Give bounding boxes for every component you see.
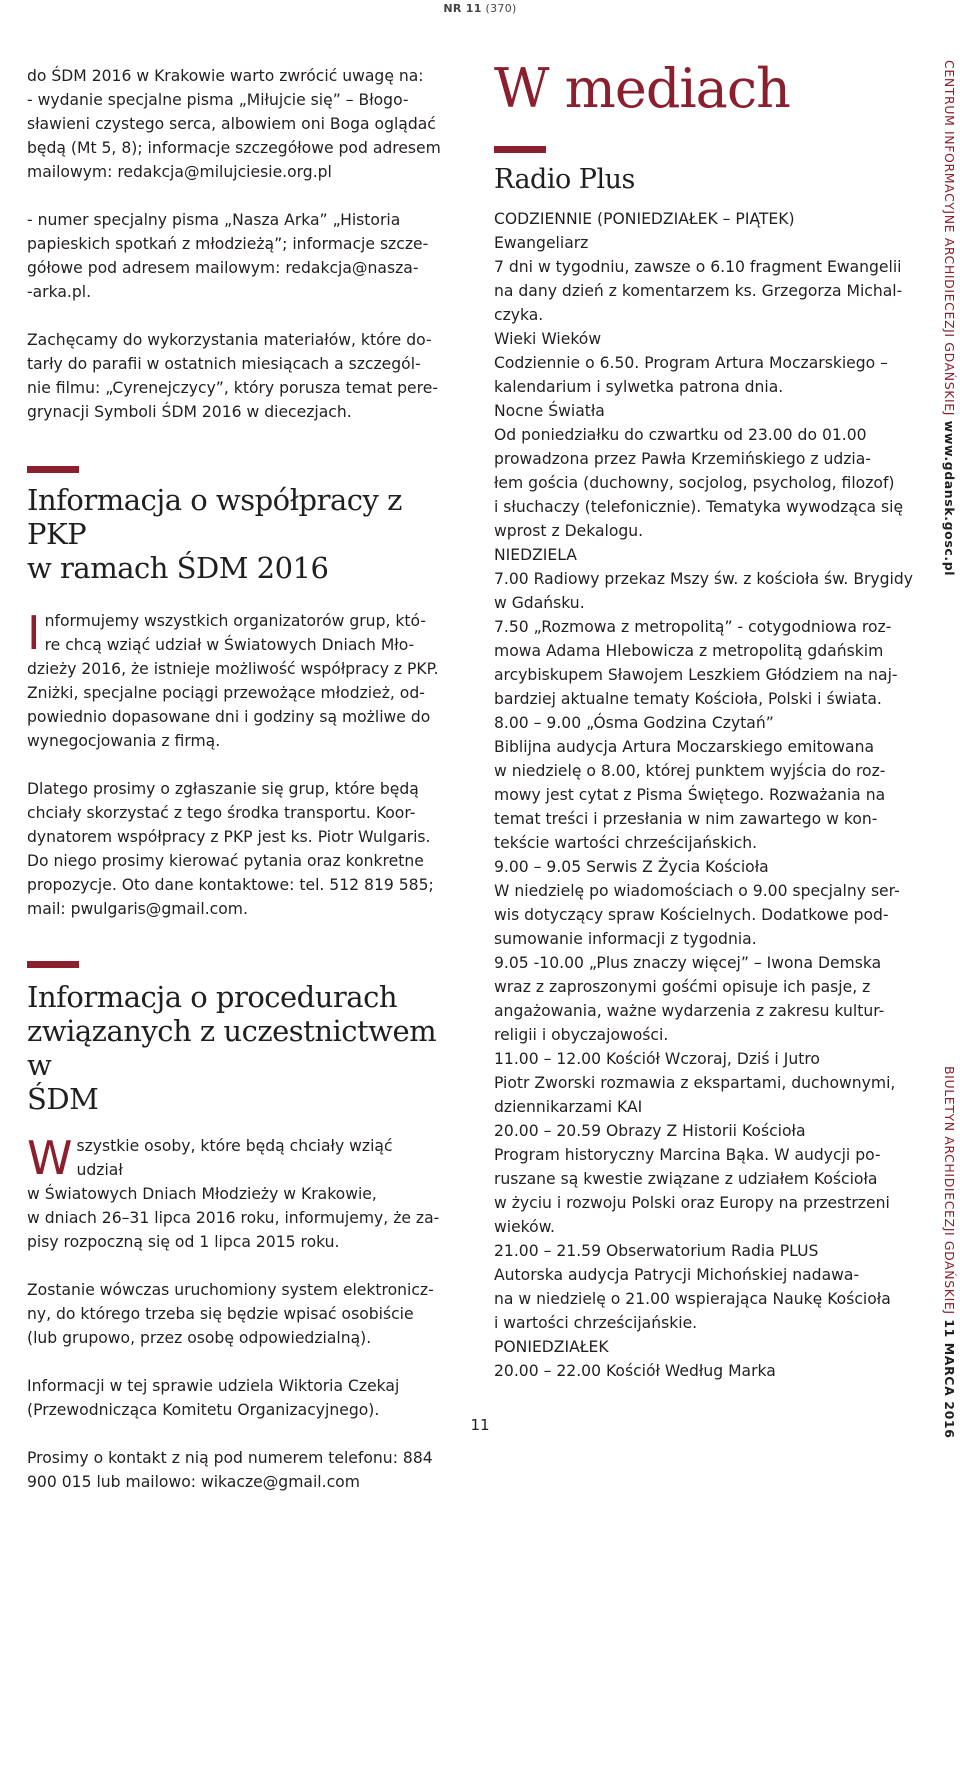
schedule-line: mowa Adama Hlebowicza z metropolitą gdańskim <box>494 642 884 660</box>
text-line: w dniach 26–31 lipca 2016 roku, informujemy, że za- <box>27 1209 440 1227</box>
pkp-paragraph-1 <box>27 606 443 753</box>
proc-paragraph-4 <box>27 1446 443 1494</box>
text-line: powiednio dopasowane dni i godziny są możliwe do <box>27 708 431 726</box>
heading-line: Informacja o współpracy z PKP <box>27 483 402 551</box>
proc-heading <box>27 980 443 1116</box>
schedule-line: 20.00 – 22.00 Kościół Według Marka <box>494 1362 776 1380</box>
issue-no: NR 11 <box>443 2 482 15</box>
issue-number <box>0 2 960 15</box>
text-line: chciały skorzystać z tego środka transportu. Koor- <box>27 804 416 822</box>
text-line: (Przewodnicząca Komitetu Organizacyjnego). <box>27 1401 380 1419</box>
schedule-line: sumowanie informacji z tygodnia. <box>494 930 757 948</box>
text-line: Zniżki, specjalne pociągi przewożące młodzież, od- <box>27 684 425 702</box>
schedule-line: 9.05 -10.00 „Plus znaczy więcej” – Iwona Demska <box>494 954 882 972</box>
text-line: (lub grupowo, przez osobę odpowiedzialną). <box>27 1329 372 1347</box>
schedule-line: w Gdańsku. <box>494 594 585 612</box>
schedule-line: i słuchaczy (telefonicznie). Tematyka wywodząca się <box>494 498 904 516</box>
text-line: do ŚDM 2016 w Krakowie warto zwrócić uwagę na: <box>27 67 424 85</box>
text-line: Zostanie wówczas uruchomiony system elektronicz- <box>27 1281 434 1299</box>
text-line: mail: pwulgaris@gmail.com. <box>27 900 248 918</box>
dropcap: W <box>27 1131 73 1185</box>
section-bar <box>27 466 79 473</box>
sidebar-url: www.gdansk.gosc.pl <box>942 420 957 577</box>
sidebar-top <box>937 60 960 760</box>
proc-paragraph-1 <box>27 1131 443 1254</box>
section-masthead: W mediach <box>494 57 790 120</box>
schedule-line: łem gościa (duchowny, socjolog, psycholog, filozof) <box>494 474 895 492</box>
text-line: tarły do parafii w ostatnich miesiącach a szczegól- <box>27 355 421 373</box>
schedule-line: Ewangeliarz <box>494 234 589 252</box>
text-line: nie filmu: „Cyrenejczycy”, który porusza temat pere- <box>27 379 438 397</box>
schedule-line: Program historyczny Marcina Bąka. W audycji po- <box>494 1146 881 1164</box>
schedule-line: w niedzielę o 8.00, której punktem wyjścia do roz- <box>494 762 886 780</box>
text-line: w Światowych Dniach Młodzieży w Krakowie, <box>27 1185 377 1203</box>
text-line: wynegocjowania z firmą. <box>27 732 221 750</box>
text-line: sławieni czystego serca, albowiem oni Boga oglądać <box>27 115 436 133</box>
left-column <box>27 64 443 1494</box>
text-line: będą (Mt 5, 8); informacje szczegółowe pod adresem <box>27 139 441 157</box>
schedule-line: czyka. <box>494 306 544 324</box>
schedule-line: Autorska audycja Patrycji Michońskiej nadawa- <box>494 1266 860 1284</box>
text-line: szystkie osoby, które będą chciały wziąć udział <box>76 1137 393 1179</box>
schedule-line: 7.00 Radiowy przekaz Mszy św. z kościoła św. Brygidy <box>494 570 914 588</box>
pkp-paragraph-2 <box>27 777 443 921</box>
text-line: propozycje. Oto dane kontaktowe: tel. 512 819 585; <box>27 876 434 894</box>
intro-list <box>27 64 443 184</box>
schedule-line: mowy jest cytat z Pisma Świętego. Rozważania na <box>494 786 886 804</box>
schedule-line: CODZIENNIE (PONIEDZIAŁEK – PIĄTEK) <box>494 210 795 228</box>
text-line: -arka.pl. <box>27 283 92 301</box>
issue-seq: (370) <box>485 2 517 15</box>
heading-line: w ramach ŚDM 2016 <box>27 551 329 585</box>
pkp-heading <box>27 483 443 585</box>
text-line: re chcą wziąć udział w Światowych Dniach Mło- <box>44 636 415 654</box>
radio-schedule <box>494 207 914 1383</box>
text-line: ny, do którego trzeba się będzie wpisać osobiście <box>27 1305 414 1323</box>
schedule-line: na dany dzień z komentarzem ks. Grzegorza Michal- <box>494 282 903 300</box>
schedule-line: temat treści i przesłania w nim zawartego w kon- <box>494 810 878 828</box>
text-line: Informacji w tej sprawie udziela Wiktoria Czekaj <box>27 1377 400 1395</box>
text-line: mailowym: redakcja@milujciesie.org.pl <box>27 163 332 181</box>
schedule-line: 9.00 – 9.05 Serwis Z Życia Kościoła <box>494 858 769 876</box>
sidebar-bulletin: BIULETYN ARCHIDIECEZJI GDAŃSKIEJ <box>942 1066 957 1315</box>
schedule-line: w życiu i rozwoju Polski oraz Europy na przestrzeni <box>494 1194 890 1212</box>
text-line: grynacji Symboli ŚDM 2016 w diecezjach. <box>27 403 352 421</box>
schedule-line: PONIEDZIAŁEK <box>494 1338 609 1356</box>
schedule-line: W niedzielę po wiadomościach o 9.00 specjalny ser- <box>494 882 900 900</box>
text-line: nformujemy wszystkich organizatorów grup, któ- <box>44 612 426 630</box>
schedule-line: bardziej aktualne tematy Kościoła, Polski i świata. <box>494 690 882 708</box>
schedule-line: wprost z Dekalogu. <box>494 522 644 540</box>
schedule-line: 21.00 – 21.59 Obserwatorium Radia PLUS <box>494 1242 819 1260</box>
schedule-line: Wieki Wieków <box>494 330 602 348</box>
sidebar-date: 11 MARCA 2016 <box>942 1319 957 1439</box>
schedule-line: religii i obyczajowości. <box>494 1026 669 1044</box>
text-line: - numer specjalny pisma „Nasza Arka” „Historia <box>27 211 401 229</box>
text-line: gółowe pod adresem mailowym: redakcja@nasza- <box>27 259 419 277</box>
item-nasza-arka <box>27 208 443 304</box>
heading-line: Informacja o procedurach <box>27 980 397 1014</box>
proc-paragraph-2 <box>27 1278 443 1350</box>
schedule-line: 20.00 – 20.59 Obrazy Z Historii Kościoła <box>494 1122 806 1140</box>
text-line: Zachęcamy do wykorzystania materiałów, które do- <box>27 331 432 349</box>
schedule-line: Piotr Zworski rozmawia z ekspartami, duchownymi, <box>494 1074 896 1092</box>
text-line: pisy rozpoczną się od 1 lipca 2015 roku. <box>27 1233 340 1251</box>
text-line: dynatorem współpracy z PKP jest ks. Piotr Wulgaris. <box>27 828 431 846</box>
schedule-line: Biblijna audycja Artura Moczarskiego emitowana <box>494 738 875 756</box>
heading-line: ŚDM <box>27 1082 99 1116</box>
schedule-line: Od poniedziałku do czwartku od 23.00 do 01.00 <box>494 426 867 444</box>
schedule-line: angażowania, ważne wydarzenia z zakresu kultur- <box>494 1002 885 1020</box>
schedule-line: ruszane są kwestie związane z udziałem Kościoła <box>494 1170 878 1188</box>
schedule-line: i wartości chrześcijańskie. <box>494 1314 698 1332</box>
text-line: papieskich spotkań z młodzieżą”; informacje szcze- <box>27 235 429 253</box>
schedule-line: 7.50 „Rozmowa z metropolitą” - cotygodniowa roz- <box>494 618 892 636</box>
schedule-line: kalendarium i sylwetka patrona dnia. <box>494 378 784 396</box>
schedule-line: NIEDZIELA <box>494 546 577 564</box>
item-materials <box>27 328 443 424</box>
schedule-line: Codziennie o 6.50. Program Artura Moczarskiego – <box>494 354 888 372</box>
schedule-line: wieków. <box>494 1218 555 1236</box>
section-bar <box>27 961 79 968</box>
text-line: Do niego prosimy kierować pytania oraz konkretne <box>27 852 424 870</box>
text-line: - wydanie specjalne pisma „Miłujcie się” – Błogo- <box>27 91 409 109</box>
text-line: dzieży 2016, że istnieje możliwość współpracy z PKP. <box>27 660 439 678</box>
schedule-line: wis dotyczący spraw Kościelnych. Dodatkowe pod- <box>494 906 889 924</box>
sidebar-org: CENTRUM INFORMACYJNE ARCHIDIECEZJI GDAŃSKIEJ <box>942 60 957 417</box>
schedule-line: Nocne Światła <box>494 402 605 420</box>
schedule-line: prowadzona przez Pawła Krzemińskiego z udzia- <box>494 450 871 468</box>
page-number: 11 <box>470 1416 490 1434</box>
text-line: Prosimy o kontakt z nią pod numerem telefonu: 884 <box>27 1449 433 1467</box>
schedule-line: na w niedzielę o 21.00 wspierająca Naukę Kościoła <box>494 1290 891 1308</box>
schedule-line: wraz z zaproszonymi gośćmi opisuje ich pasje, z <box>494 978 871 996</box>
schedule-line: dziennikarzami KAI <box>494 1098 643 1116</box>
station-title: Radio Plus <box>494 164 635 195</box>
schedule-line: 8.00 – 9.00 „Ósma Godzina Czytań” <box>494 714 774 732</box>
text-line: 900 015 lub mailowo: wikacze@gmail.com <box>27 1473 360 1491</box>
schedule-line: tekście wartości chrześcijańskich. <box>494 834 758 852</box>
schedule-line: arcybiskupem Sławojem Leszkiem Głódziem na naj- <box>494 666 898 684</box>
schedule-line: 11.00 – 12.00 Kościół Wczoraj, Dziś i Jutro <box>494 1050 820 1068</box>
text-line: Dlatego prosimy o zgłaszanie się grup, które będą <box>27 780 419 798</box>
heading-line: związanych z uczestnictwem w <box>27 1014 437 1082</box>
dropcap: I <box>27 606 41 660</box>
masthead-bar <box>494 146 546 153</box>
schedule-line: 7 dni w tygodniu, zawsze o 6.10 fragment Ewangelii <box>494 258 902 276</box>
proc-paragraph-3 <box>27 1374 443 1422</box>
sidebar-top-text <box>940 60 958 760</box>
